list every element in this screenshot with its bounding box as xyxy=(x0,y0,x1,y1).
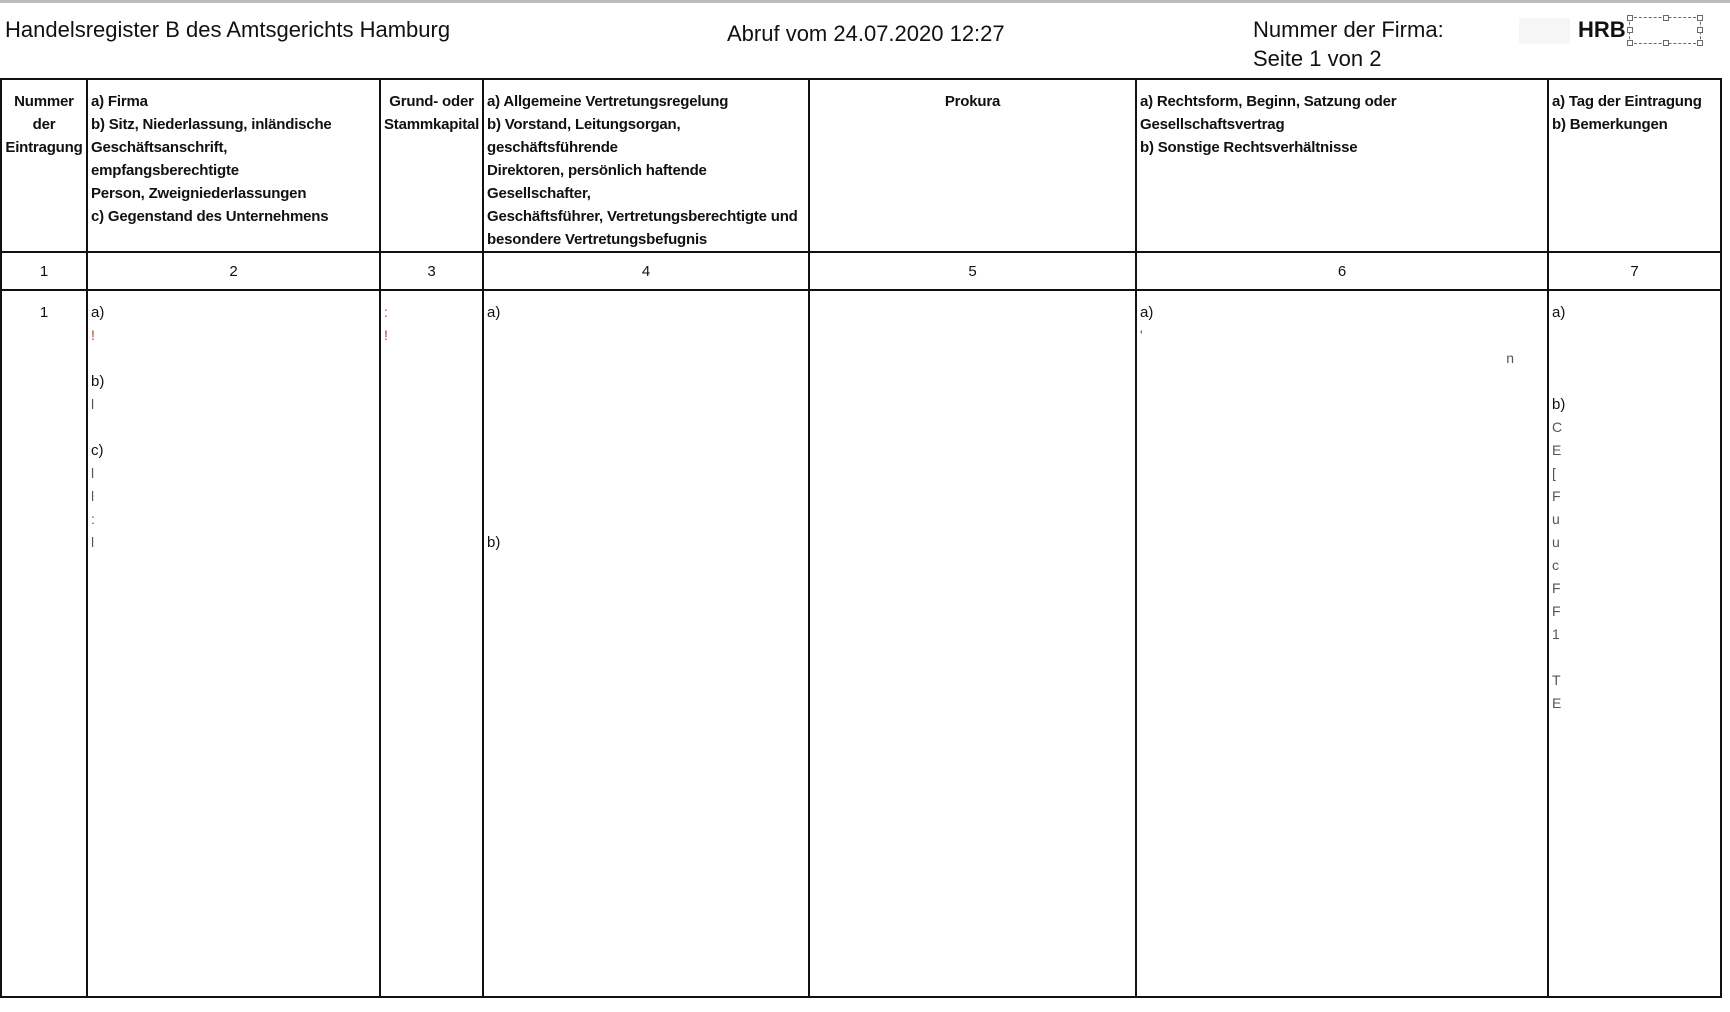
column-number: 3 xyxy=(380,252,483,290)
header-col-3: Grund- oder Stammkapital xyxy=(380,79,483,252)
entry-col-6 xyxy=(1136,290,1548,997)
entry-col-4 xyxy=(483,290,809,997)
header-col-4: a) Allgemeine Vertretungsregelung b) Vorstand, Leitungsorgan, geschäftsführende Direktoren, persönlich haftende Gesellschafter, Geschäftsführer, Vertretungsberechtigte und besondere Vertretungsbefugnis xyxy=(483,79,809,252)
entry-col-5 xyxy=(809,290,1136,997)
retrieval-timestamp: Abruf vom 24.07.2020 12:27 xyxy=(727,21,1005,46)
column-number: 4 xyxy=(483,252,809,290)
section-marker: a) xyxy=(487,304,501,321)
section-marker: a) xyxy=(91,304,105,321)
column-number-row xyxy=(1,252,1721,290)
column-number: 6 xyxy=(1136,252,1548,290)
redacted-text-fragment: E xyxy=(1552,442,1562,458)
redacted-text-fragment: ' xyxy=(1140,327,1143,343)
redacted-text-fragment: u xyxy=(1552,534,1560,550)
redacted-text-fragment: [ xyxy=(1552,465,1556,481)
register-title: Handelsregister B des Amtsgerichts Hamburg xyxy=(5,17,451,42)
section-marker: b) xyxy=(91,373,105,390)
header-col-1: Nummer der Eintragung xyxy=(1,79,87,252)
redacted-text-fragment: u xyxy=(1552,511,1560,527)
column-number: 5 xyxy=(809,252,1136,290)
header-col-7: a) Tag der Eintragung b) Bemerkungen xyxy=(1548,79,1721,252)
entry-col-2 xyxy=(87,290,380,997)
page-info: Seite 1 von 2 xyxy=(1253,46,1382,71)
section-marker: a) xyxy=(1140,304,1154,321)
entry-row xyxy=(1,290,1721,997)
section-marker: a) xyxy=(1552,304,1566,321)
redacted-text-fragment: l xyxy=(91,396,95,412)
redacted-text-fragment: F xyxy=(1552,580,1561,596)
redacted-text-fragment: : xyxy=(91,511,95,527)
entry-col-7 xyxy=(1548,290,1721,997)
redacted-text-fragment: E xyxy=(1552,695,1562,711)
section-marker: b) xyxy=(1552,396,1566,413)
redacted-text-fragment: c xyxy=(1552,557,1559,573)
redacted-text-fragment: F xyxy=(1552,488,1561,504)
redacted-text-fragment: T xyxy=(1552,672,1561,688)
column-number: 1 xyxy=(1,252,87,290)
redacted-text-fragment: ! xyxy=(384,327,388,343)
column-number: 2 xyxy=(87,252,380,290)
section-marker: b) xyxy=(487,534,501,551)
hrb-label: HRB xyxy=(1578,17,1626,42)
header-col-5: Prokura xyxy=(809,79,1136,252)
redacted-text-fragment: C xyxy=(1552,419,1563,435)
section-marker: c) xyxy=(91,442,104,459)
redacted-text-fragment: l xyxy=(91,488,95,504)
firm-number-label: Nummer der Firma: xyxy=(1253,17,1444,42)
redacted-text-fragment: F xyxy=(1552,603,1561,619)
entry-number: 1 xyxy=(1,290,87,997)
hrb-number-selection-box[interactable] xyxy=(1629,17,1701,44)
redacted-text-fragment: : xyxy=(384,304,388,320)
redacted-text-fragment: n xyxy=(1506,350,1514,366)
header-col-2: a) Firma b) Sitz, Niederlassung, inländische Geschäftsanschrift, empfangsberechtigte Person, Zweigniederlassungen c) Gegenstand des Unternehmens xyxy=(87,79,380,252)
top-edge-shadow xyxy=(0,0,1730,3)
header-col-6: a) Rechtsform, Beginn, Satzung oder Gesellschaftsvertrag b) Sonstige Rechtsverhältnisse xyxy=(1136,79,1548,252)
entry-col-3 xyxy=(380,290,483,997)
column-header-row xyxy=(1,79,1721,252)
column-number: 7 xyxy=(1548,252,1721,290)
register-table xyxy=(0,78,1722,998)
redacted-firm-number xyxy=(1519,18,1570,44)
redacted-text-fragment: l xyxy=(91,465,95,481)
redacted-text-fragment: l xyxy=(91,534,95,550)
redacted-text-fragment: ! xyxy=(91,327,95,343)
redacted-text-fragment: 1 xyxy=(1552,626,1560,642)
